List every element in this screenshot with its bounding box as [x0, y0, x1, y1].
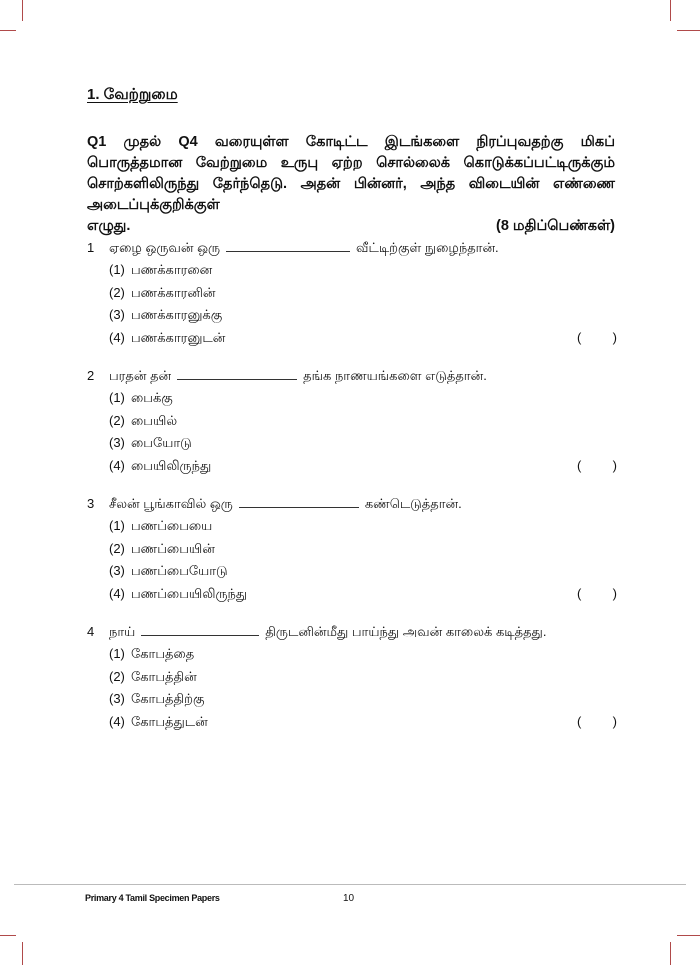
option-text: பணப்பையின் [131, 540, 215, 556]
section-title: 1. வேற்றுமை [87, 86, 178, 103]
crop-mark-bottom-right-h [677, 935, 700, 936]
answer-paren-close: ) [612, 457, 617, 473]
option-number: (2) [109, 668, 125, 684]
question-number: 4 [87, 624, 95, 639]
question-4 [87, 624, 617, 736]
answer-box[interactable] [577, 458, 617, 473]
option-text: பணக்காரனுடன் [131, 329, 226, 345]
option-number: (1) [109, 262, 125, 277]
instructions-last-word: எழுது. [87, 218, 131, 234]
stem-before-blank: பரதன் தன் [109, 368, 172, 383]
answer-blank[interactable] [226, 241, 350, 252]
option-3[interactable] [87, 563, 617, 586]
answer-box[interactable] [577, 586, 617, 601]
option-3[interactable] [87, 307, 617, 330]
option-3[interactable] [87, 691, 617, 714]
option-text: பையில் [131, 412, 178, 428]
crop-mark-top-right-v [670, 0, 671, 21]
question-number: 1 [87, 240, 95, 255]
answer-paren-open: ( [577, 585, 582, 601]
option-number: (3) [109, 435, 125, 450]
footer-title: Primary 4 Tamil Specimen Papers [85, 893, 220, 903]
option-2[interactable] [87, 541, 617, 564]
option-1[interactable] [87, 518, 617, 541]
question-3 [87, 496, 617, 608]
stem-after-blank: தங்க நாணயங்களை எடுத்தான். [303, 368, 487, 383]
option-text: பணக்காரனை [131, 262, 213, 277]
option-number: (2) [109, 412, 125, 428]
option-2[interactable] [87, 285, 617, 308]
answer-box[interactable] [577, 714, 617, 729]
option-text: பைக்கு [131, 390, 173, 405]
answer-paren-open: ( [577, 457, 582, 473]
stem-after-blank: வீட்டிற்குள் நுழைந்தான். [356, 240, 499, 255]
question-stem [87, 624, 617, 646]
crop-mark-top-right-h [677, 30, 700, 31]
question-number: 2 [87, 368, 95, 383]
option-1[interactable] [87, 390, 617, 413]
crop-mark-bottom-left-v [22, 942, 23, 965]
option-text: பணப்பையிலிருந்து [131, 585, 248, 601]
option-number: (2) [109, 540, 125, 556]
question-stem [87, 368, 617, 390]
answer-blank[interactable] [177, 369, 297, 380]
question-number: 3 [87, 496, 95, 511]
option-number: (1) [109, 646, 125, 661]
option-4[interactable] [87, 714, 617, 737]
answer-box[interactable] [577, 330, 617, 345]
option-2[interactable] [87, 413, 617, 436]
option-number: (2) [109, 284, 125, 300]
marks-label: (8 மதிப்பெண்கள்) [496, 218, 615, 234]
option-text: பையோடு [131, 435, 192, 450]
option-text: கோபத்தின் [131, 668, 197, 684]
answer-blank[interactable] [141, 625, 259, 636]
option-text: பையிலிருந்து [131, 457, 212, 473]
instructions-last-line [87, 216, 615, 237]
option-number: (4) [109, 329, 125, 345]
crop-mark-bottom-right-v [670, 942, 671, 965]
option-1[interactable] [87, 646, 617, 669]
answer-paren-open: ( [577, 713, 582, 729]
option-3[interactable] [87, 435, 617, 458]
option-text: பணப்பையை [131, 518, 213, 533]
page-number: 10 [343, 893, 355, 904]
question-stem [87, 240, 617, 262]
option-number: (1) [109, 390, 125, 405]
option-number: (4) [109, 457, 125, 473]
option-text: கோபத்துடன் [131, 713, 208, 729]
answer-paren-close: ) [612, 713, 617, 729]
answer-paren-open: ( [577, 329, 582, 345]
option-4[interactable] [87, 586, 617, 609]
option-text: கோபத்திற்கு [131, 691, 205, 706]
stem-before-blank: ஏழை ஒருவன் ஒரு [109, 240, 221, 255]
crop-mark-bottom-left-h [0, 935, 16, 936]
question-1 [87, 240, 617, 352]
option-number: (4) [109, 585, 125, 601]
crop-mark-top-left-v [22, 0, 23, 21]
option-1[interactable] [87, 262, 617, 285]
answer-paren-close: ) [612, 329, 617, 345]
option-number: (3) [109, 691, 125, 706]
crop-mark-top-left-h [0, 30, 16, 31]
question-stem [87, 496, 617, 518]
question-2 [87, 368, 617, 480]
option-2[interactable] [87, 669, 617, 692]
option-number: (3) [109, 563, 125, 578]
option-number: (3) [109, 307, 125, 322]
stem-before-blank: நாய் [109, 624, 136, 639]
option-4[interactable] [87, 458, 617, 481]
option-text: கோபத்தை [131, 646, 195, 661]
answer-paren-close: ) [612, 585, 617, 601]
answer-blank[interactable] [239, 497, 359, 508]
option-number: (1) [109, 518, 125, 533]
instructions [87, 132, 615, 237]
option-text: பணப்பையோடு [131, 563, 228, 578]
option-4[interactable] [87, 330, 617, 353]
option-text: பணக்காரனின் [131, 284, 216, 300]
footer-divider [14, 884, 686, 885]
instructions-text: Q1 முதல் Q4 வரையுள்ள கோடிட்ட இடங்களை நிரப்புவதற்கு மிகப் பொருத்தமான வேற்றுமை உருபு ஏற்ற சொல்லைக் கொடுக்கப்பட்டிருக்கும் சொற்களிலிருந்து தேர்ந்தெடு. அதன் பின்னர், அந்த விடையின் எண்ணை அடைப்புக்குறிக்குள் [87, 134, 615, 213]
stem-after-blank: திருடனின்மீது பாய்ந்து அவன் காலைக் கடித்தது. [265, 624, 547, 639]
stem-before-blank: சீலன் பூங்காவில் ஒரு [109, 496, 233, 511]
stem-after-blank: கண்டெடுத்தான். [364, 496, 462, 511]
option-number: (4) [109, 713, 125, 729]
option-text: பணக்காரனுக்கு [131, 307, 223, 322]
